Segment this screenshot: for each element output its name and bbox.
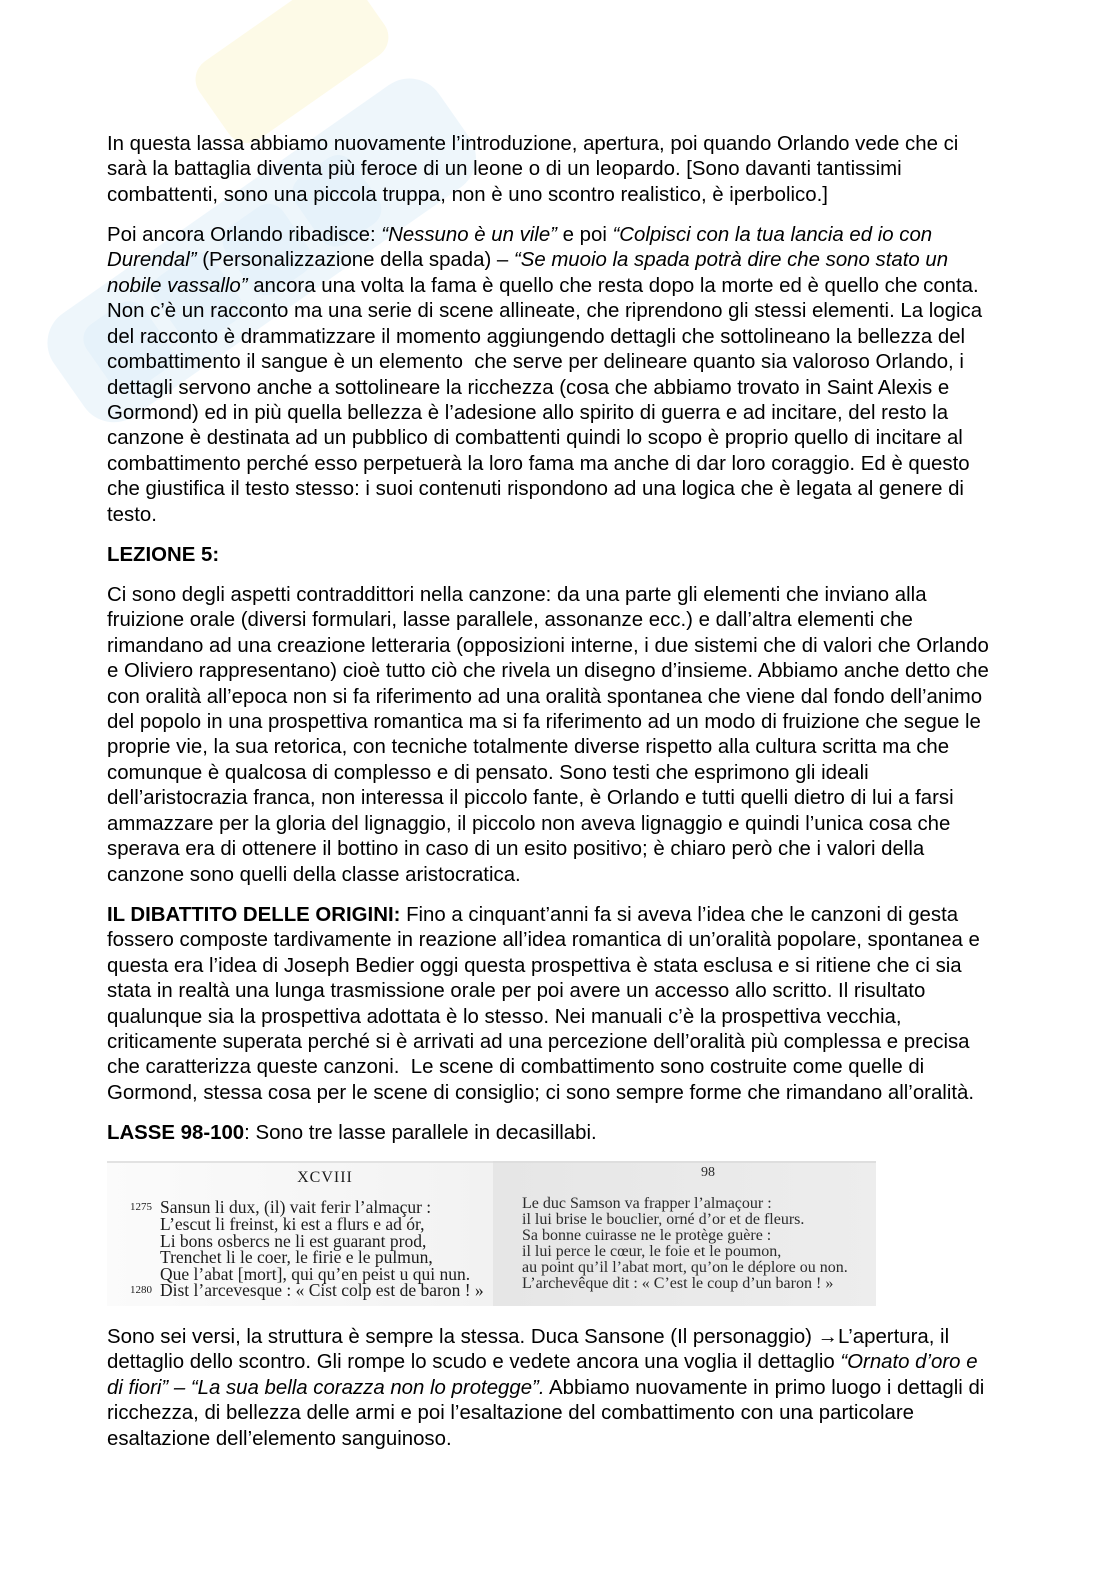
section-heading-lezione (107, 543, 994, 568)
paragraph-text: : Sono tre lasse parallele in decasillabi. (244, 1121, 597, 1144)
translation-line: il lui brise le bouclier, orné d’or et de fleurs. (522, 1210, 805, 1228)
paragraph-lasse (107, 1121, 994, 1146)
verse-line: Trenchet li le coer, le firie e le pulmun, (160, 1247, 433, 1268)
verse-number: 1280 (130, 1284, 152, 1297)
translation-line: L’archevêque dit : « C’est le coup d’un baron ! » (522, 1274, 834, 1292)
paragraph-lassa-intro (107, 132, 994, 208)
paragraph-text: Ci sono degli aspetti contraddittori nella canzone: da una parte gli elementi che inviano alla fruizione orale (diversi formulari, lasse parallele, assonanze ecc.) e dall’altra elementi che rimandano ad una creazione letteraria (opposizioni interne, i due sistemi che di valori che Orlando e Oliviero rappresentano) cioè tutto ciò che rivela un disegno d’insieme. Abbiamo anche detto che con oralità all’epoca non si fa riferimento ad una oralità spontanea che viene dal fondo dell’animo del popolo in una prospettiva romantica ma si fa riferimento ad un modo di fruizione che segue le proprie vie, la sua retorica, con tecniche totalmente diverse rispetto alla cultura scritta ma che comunque è qualcosa di complesso e di pensato. Sono testi che esprimono gli ideali dell’aristocrazia franca, non interessa il piccolo fante, è Orlando e tutti quelli dietro di lui a farsi ammazzare per la gloria del lignaggio, il piccolo non aveva lignaggio e quindi l’unica cosa che sperava era di ottenere il bottino in caso di un esito positivo; è chiaro però che i valori della canzone sono quelli della classe aristocratica. (107, 583, 995, 886)
verse-line: Li bons osbercs ne li est guarant prod, (160, 1230, 427, 1251)
verse-list (160, 1199, 484, 1299)
french-translation-panel (493, 1161, 876, 1306)
quote-se-muoio: “Se muoio la spada potrà dire che sono stato un nobile vassallo” (107, 249, 954, 297)
paragraph-dibattito-origini (107, 903, 994, 1107)
paragraph-text: Fino a cinquant’anni fa si aveva l’idea che le canzoni di gesta fossero composte tardivamente in reazione all’idea romantica di un’oralità popolare, spontanea e questa era l’idea di Joseph Bedier oggi questa prospettiva è stata esclusa e si ritiene che ci sia stata in realtà una lunga trasmissione orale per poi avere un accesso allo scritto. Il risultato qualunque sia la prospettiva adottata è lo stesso. Nei manuali c’è la prospettiva vecchia, criticamente superata perché si è arrivati ad una percezione dell’oralità più complessa e precisa che caratterizza queste canzoni. Le scene di combattimento sono costruite come quelle di Gormond, stessa cosa per le scene di consiglio; ci sono sempre forme che rimandano all’oralità. (107, 903, 986, 1104)
quote-ornato-oro: “Ornato d’oro e di fiori” – “La sua bella corazza non lo protegge”. (107, 1351, 984, 1399)
paragraph-text: Abbiamo nuovamente in primo luogo i dettagli di ricchezza, di bellezza delle armi e poi l’esaltazione del combattimento con una particolare esaltazione dell’elemento sanguinoso. (107, 1376, 990, 1450)
verse-line: Dist l’arcevesque : « Cist colp est de baron ! » (160, 1280, 484, 1301)
arrow-icon: → (817, 1325, 839, 1348)
translation-line: Sa bonne cuirasse ne le protège guère : (522, 1226, 772, 1244)
paragraph-sei-versi (107, 1325, 994, 1452)
paragraph-text: e poi (556, 223, 613, 246)
laisse-roman-numeral: XCVIII (297, 1168, 353, 1186)
translation-list (522, 1196, 848, 1292)
paragraph-text: In questa lassa abbiamo nuovamente l’introduzione, apertura, poi quando Orlando vede che ci sarà la battaglia diventa più feroce di un leone o di un leopardo. [Sono davanti tantissimi combattenti, sono una piccola truppa, non è uno scontro realistico, è iperbolico.] (107, 133, 964, 206)
translation-line: Le duc Samson va frapper l’almaçour : (522, 1194, 772, 1212)
verse-line: Que l’abat [mort], qui qu’en peist u qui nun. (160, 1263, 471, 1284)
paragraph-text: Sono sei versi, la struttura è sempre la stessa. Duca Sansone (Il personaggio) (107, 1325, 818, 1348)
paragraph-text: Poi ancora Orlando ribadisce: (107, 223, 382, 246)
paragraph-text: L’apertura, il dettaglio dello scontro. Gli rompe lo scudo e vedete ancora una voglia il dettaglio (107, 1325, 955, 1374)
document-body (107, 132, 994, 1467)
inline-heading-lasse: LASSE 98-100 (107, 1121, 245, 1144)
paragraph-orlando-ribadisce (107, 223, 994, 528)
paragraph-aspetti-contraddittori (107, 583, 994, 888)
translation-line: au point qu’il l’abat mort, qu’on le déplore ou non. (522, 1258, 848, 1276)
quote-colpisci: “Colpisci con la tua lancia ed io con Durendal” (107, 223, 938, 272)
translation-line: il lui perce le cœur, le foie et le poumon, (522, 1242, 782, 1260)
paragraph-text: ancora una volta la fama è quello che resta dopo la morte ed è quello che conta. Non c’è un racconto ma una serie di scene allineate, che riprendono gli stessi elementi. La logica del racconto è drammatizzare il momento aggiungendo dettagli che sottolineano la bellezza del combattimento il sangue è un elemento che serve per delineare quanto sia valoroso Orlando, i dettagli servono anche a sottolineare la ricchezza (cosa che abbiamo trovato in Saint Alexis e Gormond) ed in più quella bellezza è l’adesione allo spirito di guerra e ad incitare, del resto la canzone è destinata ad un pubblico di combattenti quindi lo scopo è proprio quello di incitare al combattimento perché esso perpetuerà la loro fama ma anche di dar loro coraggio. Ed è questo che giustifica il testo stesso: i suoi contenuti rispondono ad una logica che è legata al genere di testo. (107, 274, 988, 526)
paragraph-text: (Personalizzazione della spada) – (196, 249, 514, 272)
verse-line: Sansun li dux, (il) vait ferir l’almaçur : (160, 1197, 432, 1218)
quote-nessuno-vile: “Nessuno è un vile” (381, 223, 557, 246)
old-french-verses-panel (107, 1161, 493, 1306)
heading-text: LEZIONE 5: (107, 543, 220, 566)
text-scan-figure (107, 1161, 876, 1306)
verse-line: L’escut li freinst, ki est a flurs e ad ór, (160, 1214, 425, 1235)
laisse-number: 98 (701, 1164, 715, 1180)
inline-heading-dibattito: IL DIBATTITO DELLE ORIGINI: (107, 903, 401, 926)
verse-number: 1275 (130, 1201, 152, 1214)
